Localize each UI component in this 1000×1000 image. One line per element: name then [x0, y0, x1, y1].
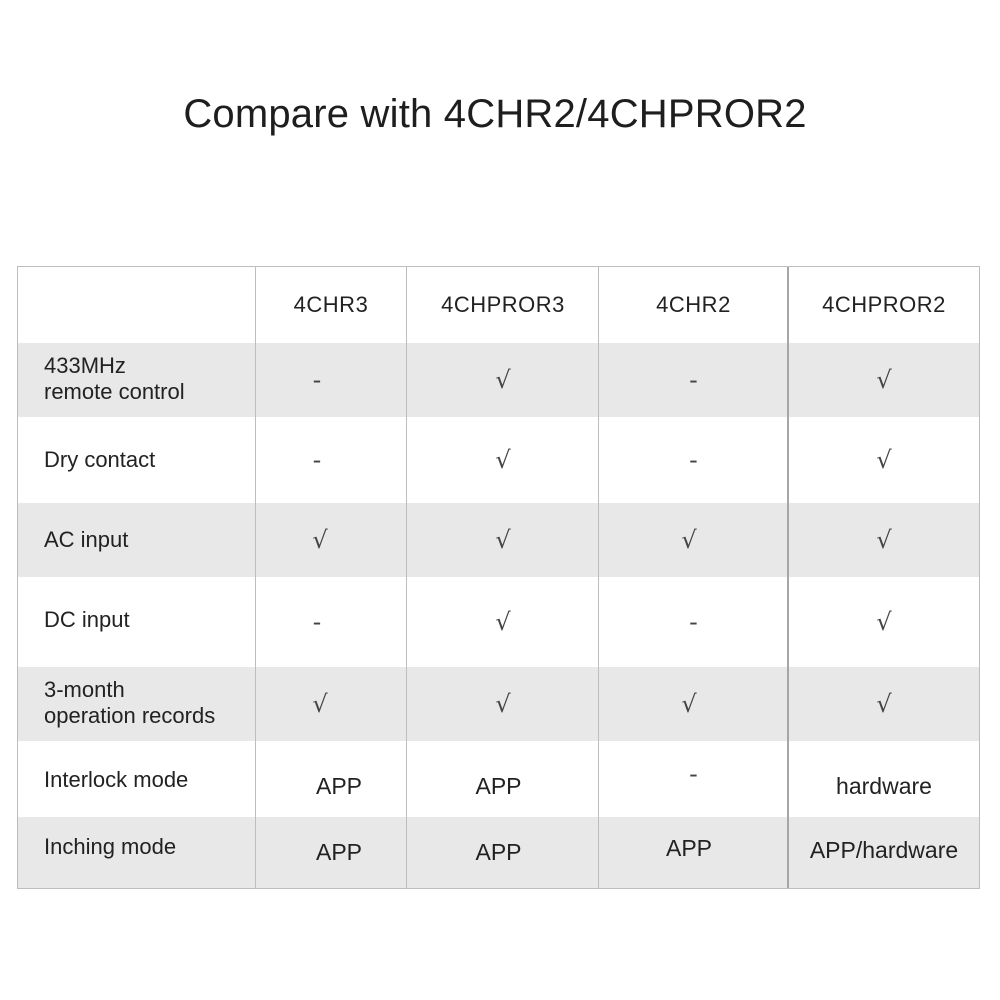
- table-cell: √: [681, 526, 697, 554]
- table-cell: √: [495, 690, 511, 718]
- table-row: [18, 503, 979, 577]
- table-cell: APP/hardware: [809, 836, 959, 863]
- column-header-4chr3: 4CHR3: [293, 292, 369, 317]
- table-cell: √: [312, 690, 328, 718]
- table-cell: APP: [475, 772, 522, 799]
- table-cell: -: [689, 608, 698, 636]
- column-header-4chr2: 4CHR2: [656, 292, 731, 317]
- column-divider: [598, 267, 599, 888]
- table-cell: √: [681, 690, 697, 718]
- table-cell: APP: [315, 772, 363, 799]
- table-cell: √: [876, 526, 892, 554]
- table-cell: -: [689, 446, 698, 474]
- table-cell: APP: [315, 838, 363, 865]
- table-row: [18, 577, 979, 667]
- table-row: [18, 817, 979, 888]
- row-label: Inching mode: [44, 834, 177, 859]
- table-row: [18, 343, 979, 417]
- table-cell: -: [312, 366, 322, 394]
- table-cell: APP: [475, 838, 522, 865]
- table-cell: √: [876, 608, 892, 636]
- table-cell: -: [689, 366, 698, 394]
- table-cell: -: [689, 760, 698, 788]
- table-cell: √: [876, 446, 892, 474]
- column-header-4chpror3: 4CHPROR3: [441, 292, 565, 317]
- table-row: [18, 417, 979, 503]
- table-cell: √: [495, 446, 511, 474]
- column-divider: [787, 267, 789, 888]
- comparison-table: [17, 266, 980, 889]
- page-title: Compare with 4CHR2/4CHPROR2: [183, 92, 807, 136]
- table-cell: √: [876, 366, 892, 394]
- row-label: AC input: [44, 527, 129, 552]
- table-header-row: [18, 267, 979, 343]
- table-row: [18, 741, 979, 817]
- table-cell: hardware: [836, 772, 932, 799]
- column-header-4chpror2: 4CHPROR2: [822, 292, 946, 317]
- column-divider: [406, 267, 407, 888]
- row-label: Interlock mode: [44, 767, 189, 792]
- table-cell: √: [495, 366, 511, 394]
- row-label: 3-month operation records: [44, 677, 216, 728]
- table-row: [18, 667, 979, 741]
- table-cell: -: [312, 608, 322, 636]
- table-cell: -: [312, 446, 322, 474]
- column-divider: [255, 267, 256, 888]
- table-cell: √: [495, 526, 511, 554]
- row-label: Dry contact: [44, 447, 156, 472]
- row-label: DC input: [44, 607, 130, 632]
- table-cell: APP: [665, 834, 713, 861]
- table-cell: √: [312, 526, 328, 554]
- table-cell: √: [495, 608, 511, 636]
- table-cell: √: [876, 690, 892, 718]
- row-label: 433MHz remote control: [44, 353, 185, 404]
